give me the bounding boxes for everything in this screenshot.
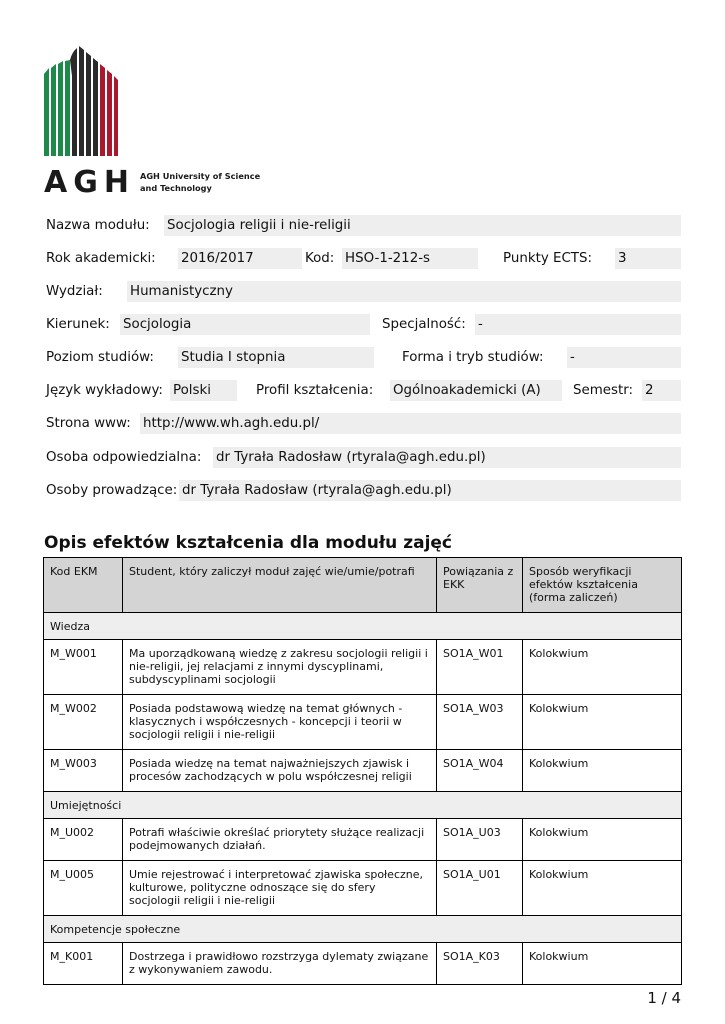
language-profile-semester-row — [46, 380, 681, 401]
faculty-value: Humanistyczny — [127, 281, 681, 302]
academic-year-label: Rok akademicki: — [46, 251, 156, 266]
academic-year-value: 2016/2017 — [178, 248, 302, 269]
row-description: Umie rejestrować i interpretować zjawiska społeczne, kulturowe, polityczne odnoszące się do sfery socjologii religii i nie-religii — [123, 861, 437, 916]
form-label: Forma i tryb studiów: — [402, 350, 544, 365]
row-description: Posiada podstawową wiedzę na temat głównych - klasycznych i współczesnych - koncepcji i teorii w socjologii religii i nie-religii — [123, 695, 437, 750]
category-label: Wiedza — [44, 613, 682, 640]
category-row — [44, 613, 682, 640]
row-code: M_W002 — [44, 695, 123, 750]
year-code-ects-row — [46, 248, 681, 269]
form-value: - — [567, 347, 681, 368]
faculty-row — [46, 281, 681, 302]
row-code: M_K001 — [44, 943, 123, 985]
responsible-row — [46, 447, 681, 468]
responsible-value: dr Tyrała Radosław (rtyrala@agh.edu.pl) — [213, 447, 681, 468]
code-label: Kod: — [305, 251, 335, 266]
ects-value: 3 — [615, 248, 681, 269]
row-ekk: SO1A_U03 — [437, 819, 523, 861]
level-form-row — [46, 347, 681, 368]
profile-label: Profil kształcenia: — [256, 383, 374, 398]
website-label: Strona www: — [46, 416, 131, 431]
row-description: Posiada wiedzę na temat najważniejszych zjawisk i procesów zachodzących w polu współczesnej religii — [123, 750, 437, 792]
profile-value: Ogólnoakademicki (A) — [390, 380, 562, 401]
level-value: Studia I stopnia — [178, 347, 374, 368]
table-row — [44, 819, 682, 861]
row-method: Kolokwium — [523, 695, 682, 750]
header-ekk: Powiązania z EKK — [437, 558, 523, 613]
level-label: Poziom studiów: — [46, 350, 154, 365]
category-row — [44, 916, 682, 943]
table-row — [44, 640, 682, 695]
category-row — [44, 792, 682, 819]
website-row — [46, 413, 681, 434]
header-code: Kod EKM — [44, 558, 123, 613]
row-ekk: SO1A_W03 — [437, 695, 523, 750]
section-title: Opis efektów kształcenia dla modułu zajęć — [44, 533, 453, 553]
teachers-row — [46, 480, 681, 501]
module-name-value: Socjologia religii i nie-religii — [164, 215, 681, 236]
faculty-label: Wydział: — [46, 284, 103, 299]
table-row — [44, 861, 682, 916]
table-row — [44, 695, 682, 750]
category-label: Umiejętności — [44, 792, 682, 819]
field-of-study-label: Kierunek: — [46, 317, 110, 332]
specialty-label: Specjalność: — [382, 317, 466, 332]
row-ekk: SO1A_W01 — [437, 640, 523, 695]
header-description: Student, który zaliczył moduł zajęć wie/umie/potrafi — [123, 558, 437, 613]
code-value: HSO-1-212-s — [342, 248, 478, 269]
row-method: Kolokwium — [523, 861, 682, 916]
row-ekk: SO1A_K03 — [437, 943, 523, 985]
row-method: Kolokwium — [523, 640, 682, 695]
ects-label: Punkty ECTS: — [503, 251, 593, 266]
language-value: Polski — [170, 380, 237, 401]
row-code: M_W003 — [44, 750, 123, 792]
module-name-row — [46, 215, 681, 236]
agh-letters: AGH — [44, 165, 135, 196]
module-name-label: Nazwa modułu: — [46, 218, 150, 233]
page-number: 1 / 4 — [647, 989, 681, 1007]
language-label: Język wykładowy: — [46, 383, 163, 398]
row-description: Dostrzega i prawidłowo rozstrzyga dylematy związane z wykonywaniem zawodu. — [123, 943, 437, 985]
category-label: Kompetencje społeczne — [44, 916, 682, 943]
table-header-row — [44, 558, 682, 613]
semester-value: 2 — [642, 380, 681, 401]
university-name-line2: and Technology — [140, 183, 212, 193]
university-name-line1: AGH University of Science — [140, 171, 261, 181]
learning-outcomes-table — [43, 557, 682, 985]
teachers-value: dr Tyrała Radosław (rtyrala@agh.edu.pl) — [179, 480, 681, 501]
table-row — [44, 943, 682, 985]
agh-logo — [44, 46, 284, 196]
row-ekk: SO1A_U01 — [437, 861, 523, 916]
row-description: Potrafi właściwie określać priorytety służące realizacji podejmowanych działań. — [123, 819, 437, 861]
row-description: Ma uporządkowaną wiedzę z zakresu socjologii religii i nie-religii, jej relacjami z innymi dyscyplinami, subdyscyplinami socjologii — [123, 640, 437, 695]
row-method: Kolokwium — [523, 943, 682, 985]
header-method: Sposób weryfikacji efektów kształcenia (forma zaliczeń) — [523, 558, 682, 613]
table-row — [44, 750, 682, 792]
teachers-label: Osoby prowadzące: — [46, 483, 178, 498]
website-value[interactable]: http://www.wh.agh.edu.pl/ — [140, 413, 681, 434]
specialty-value: - — [475, 314, 681, 335]
row-method: Kolokwium — [523, 819, 682, 861]
row-code: M_U002 — [44, 819, 123, 861]
field-of-study-value: Socjologia — [120, 314, 370, 335]
responsible-label: Osoba odpowiedzialna: — [46, 450, 202, 465]
agh-logo-mark — [44, 46, 284, 196]
row-method: Kolokwium — [523, 750, 682, 792]
row-code: M_U005 — [44, 861, 123, 916]
semester-label: Semestr: — [573, 383, 634, 398]
row-ekk: SO1A_W04 — [437, 750, 523, 792]
row-code: M_W001 — [44, 640, 123, 695]
field-specialty-row — [46, 314, 681, 335]
